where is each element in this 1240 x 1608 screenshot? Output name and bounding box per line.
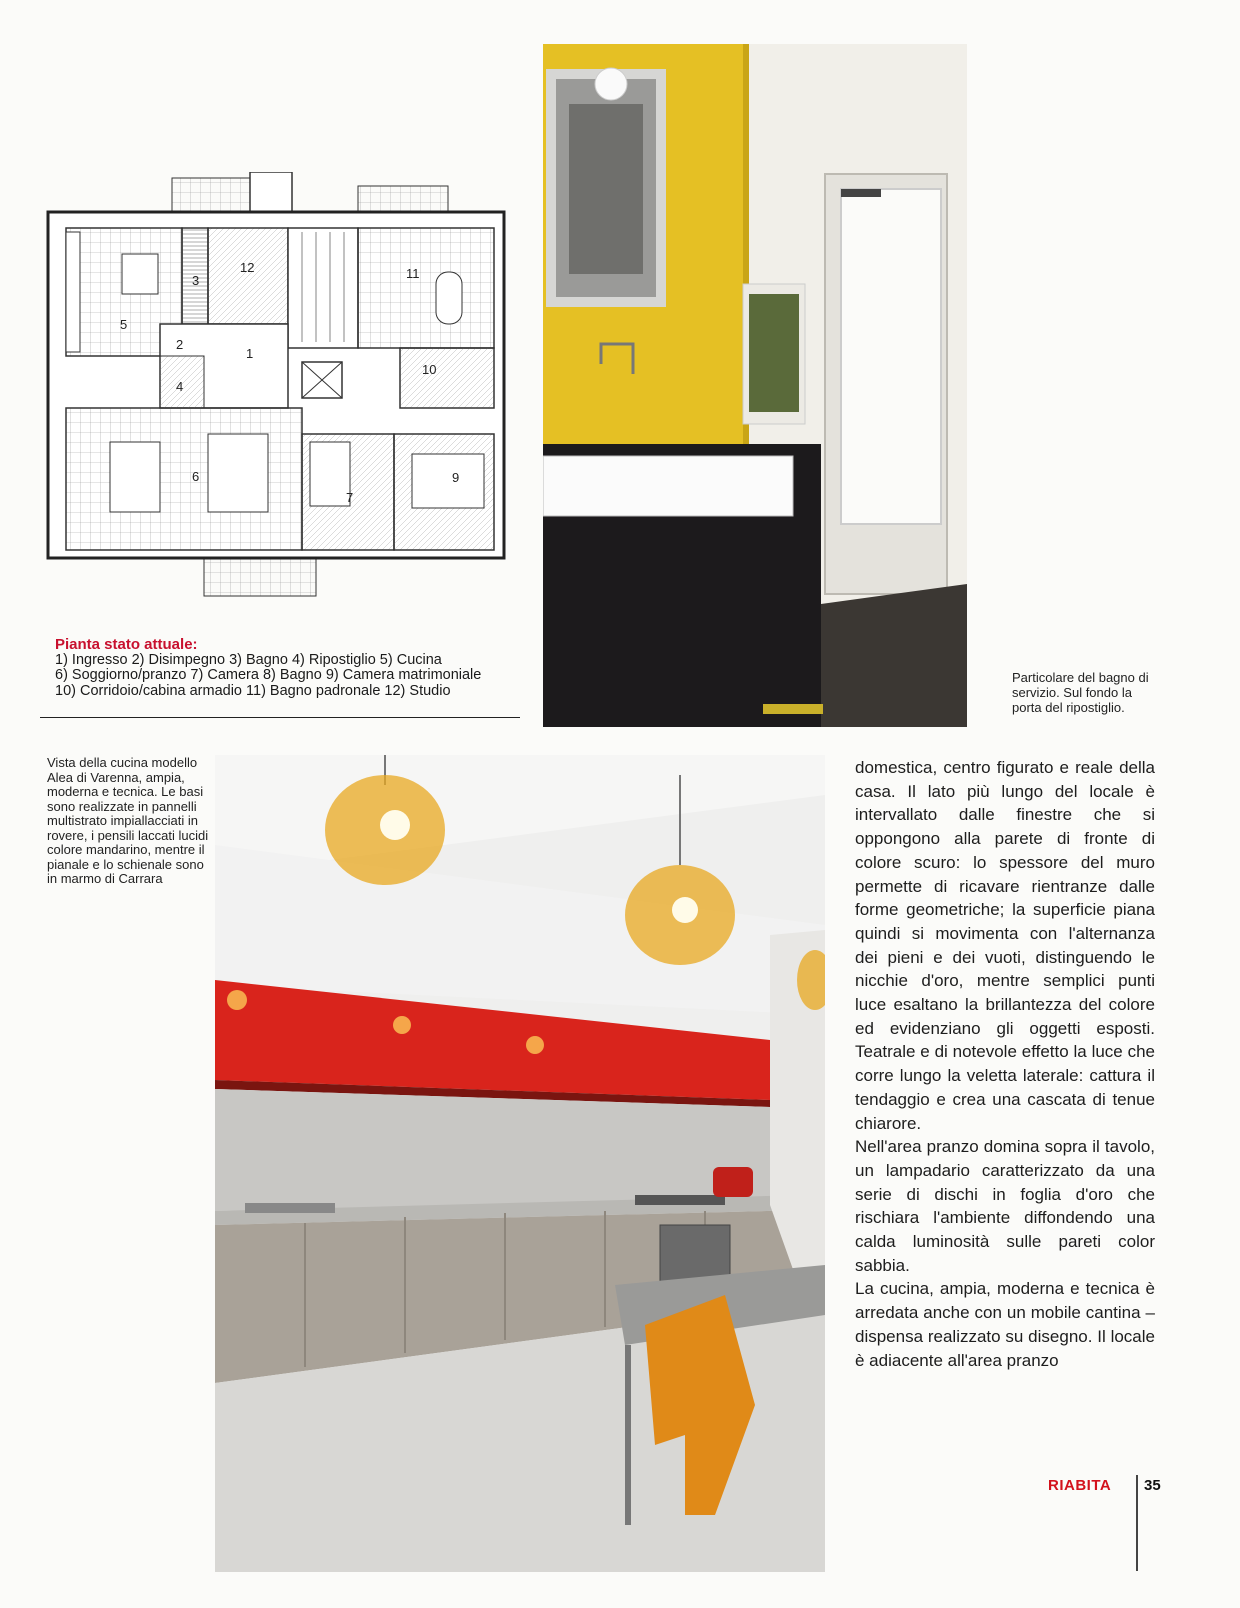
room-label-1: 1 xyxy=(246,346,254,361)
room-label-10: 10 xyxy=(422,362,437,377)
kitchen-photo xyxy=(215,755,825,1572)
article-paragraph: Nell'area pranzo domina sopra il tavolo, un lampadario caratterizzato da una serie di dischi in foglia d'oro che rischiara l'ambiente diffondendo una calda luminosità sulle pareti color sabbia. xyxy=(855,1137,1155,1275)
plan-legend-line: 6) Soggiorno/pranzo 7) Camera 8) Bagno 9) Camera matrimoniale xyxy=(55,667,482,683)
bathroom-photo xyxy=(543,44,967,727)
magazine-brand: RIABITA xyxy=(1048,1477,1112,1494)
room-label-2: 2 xyxy=(176,337,184,352)
room-label-12: 12 xyxy=(240,260,255,275)
article-body xyxy=(855,756,1155,1372)
room-label-11: 11 xyxy=(406,266,420,281)
section-divider xyxy=(40,717,520,718)
page-number: 35 xyxy=(1144,1477,1161,1494)
plan-legend xyxy=(55,637,525,699)
room-label-3: 3 xyxy=(192,273,200,288)
room-label-6: 6 xyxy=(192,469,200,484)
room-label-5: 5 xyxy=(120,317,128,332)
footer-separator xyxy=(1136,1475,1138,1571)
plan-legend-line: 1) Ingresso 2) Disimpegno 3) Bagno 4) Ripostiglio 5) Cucina xyxy=(55,651,442,668)
floor-plan xyxy=(40,172,520,612)
room-label-7: 7 xyxy=(346,490,354,505)
room-label-9: 9 xyxy=(452,470,460,485)
plan-legend-line: 10) Corridoio/cabina armadio 11) Bagno padronale 12) Studio xyxy=(55,682,451,699)
kitchen-caption: Vista della cucina modello Alea di Varenna, ampia, moderna e tecnica. Le basi sono realizzate in pannelli multistrato impiallacciati in rovere, i pensili laccati lucidi colore mandarino, mentre il pianale e lo schienale sono in marmo di Carrara xyxy=(47,755,209,886)
bathroom-caption: Particolare del bagno di servizio. Sul fondo la porta del ripostiglio. xyxy=(1012,670,1149,715)
room-label-4: 4 xyxy=(176,379,184,394)
plan-legend-title: Pianta stato attuale: xyxy=(55,636,198,653)
article-paragraph: La cucina, ampia, moderna e tecnica è arredata anche con un mobile cantina – dispensa realizzato su disegno. Il locale è adiacente all'area pranzo xyxy=(855,1279,1155,1370)
article-paragraph: domestica, centro figurato e reale della casa. Il lato più lungo del locale è intervallato dalle finestre che si oppongono alla parete di fronte di colore scuro: lo spessore del muro permette di ricavare rientranze dalle forme geometriche; la superficie piana quindi si movimenta con l'alternanza dei pieni e dei vuoti, distinguendo le nicchie d'oro, mentre semplici punti luce esaltano la brillantezza del colore ed evidenziano gli oggetti esposti. Teatrale e di notevole effetto la luce che corre lungo la veletta laterale: cattura il tendaggio e crea una cascata di tenue chiarore. xyxy=(855,758,1155,1133)
